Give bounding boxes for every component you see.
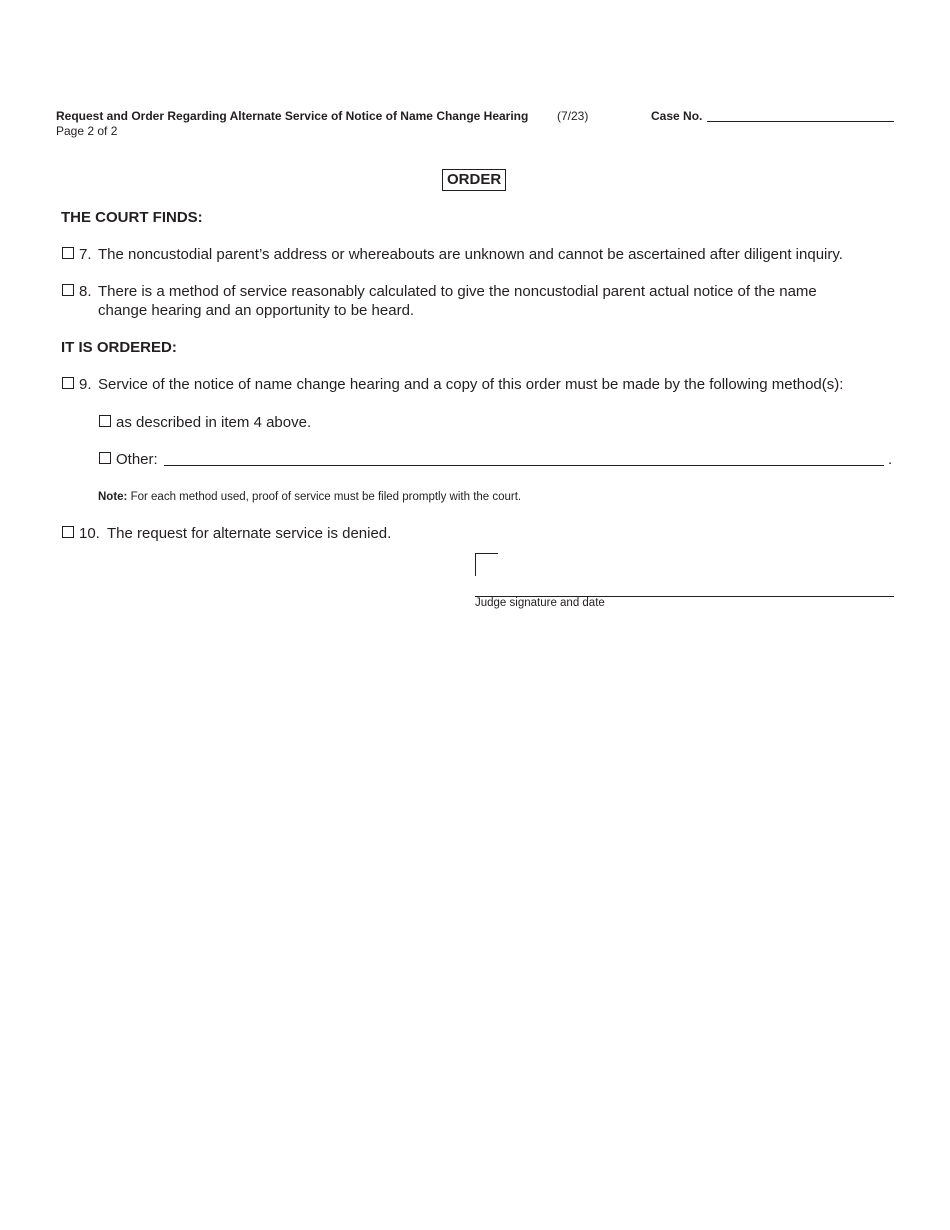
other-method-period: . <box>888 451 893 468</box>
option-other-checkbox[interactable] <box>99 452 111 464</box>
page-number: Page 2 of 2 <box>56 124 118 138</box>
note-label: Note: <box>98 491 128 503</box>
item-9-checkbox[interactable] <box>62 377 74 389</box>
note-text <box>98 491 521 503</box>
item-10-checkbox[interactable] <box>62 526 74 538</box>
item-9-text: Service of the notice of name change hearing and a copy of this order must be made by the following method(s): <box>98 376 844 393</box>
item-7-number: 7. <box>79 246 92 263</box>
case-number-label: Case No. <box>651 109 703 123</box>
item-8-checkbox[interactable] <box>62 284 74 296</box>
court-finds-heading: THE COURT FINDS: <box>61 209 203 226</box>
case-number-field[interactable] <box>707 121 894 122</box>
item-7-checkbox[interactable] <box>62 247 74 259</box>
item-8-text-line-1: There is a method of service reasonably calculated to give the noncustodial parent actual notice of the name <box>98 283 817 300</box>
it-is-ordered-heading: IT IS ORDERED: <box>61 339 177 356</box>
item-10-text: The request for alternate service is denied. <box>107 525 392 542</box>
order-heading: ORDER <box>442 169 506 191</box>
item-9-number: 9. <box>79 376 92 393</box>
note-body: For each method used, proof of service must be filed promptly with the court. <box>127 491 522 503</box>
other-method-field[interactable] <box>164 465 884 466</box>
item-8-text-line-2: change hearing and an opportunity to be heard. <box>98 302 415 319</box>
judge-signature-label: Judge signature and date <box>475 597 605 609</box>
option-item-4-checkbox[interactable] <box>99 415 111 427</box>
item-10-number: 10. <box>79 525 100 542</box>
option-item-4-label: as described in item 4 above. <box>116 414 312 431</box>
item-8-number: 8. <box>79 283 92 300</box>
form-title: Request and Order Regarding Alternate Service of Notice of Name Change Hearing <box>56 109 529 123</box>
form-version: (7/23) <box>557 109 589 123</box>
item-7-text: The noncustodial parent’s address or whereabouts are unknown and cannot be ascertained after diligent inquiry. <box>98 246 843 263</box>
signature-corner-mark <box>475 553 498 576</box>
option-other-label: Other: <box>116 451 158 468</box>
